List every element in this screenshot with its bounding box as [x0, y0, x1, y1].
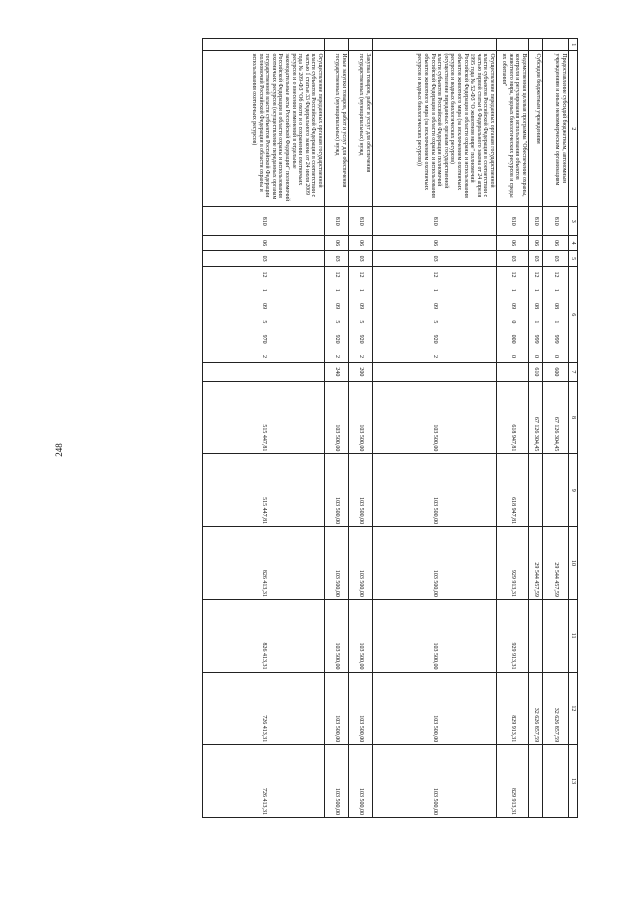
- code-part: 5: [432, 320, 438, 324]
- code-cell: [349, 39, 373, 51]
- amount-cell: 103 500,00: [373, 672, 497, 745]
- code-part: 5: [358, 320, 364, 324]
- code-part: 5: [334, 320, 340, 324]
- description-cell: Осуществление переданных органам государственной власти субъектов Российской Федерации в соответствии с частью 1 статьи 33 Федерального закона от 24 июля 2009 года № 209-ФЗ "Об охоте и о сохранении охотничьих ресурсов и о внесении изменений в отдельные законодательные акты Российской Федерации" полномочий Российской Федерации в области охраны и использования охотничьих ресурсов (осуществление переданных органам государственной власти субъектов Российской Федерации полномочий Российской Федерации в области охраны и использования охотничьих ресурсов): [203, 51, 325, 207]
- amount-cell: 32 626 857,59: [543, 672, 569, 745]
- amount-cell: 29 544 457,59: [529, 527, 543, 600]
- target-code-cell: [349, 267, 373, 363]
- amount-cell: [543, 599, 569, 672]
- code-part: 1: [553, 320, 559, 324]
- amount-cell: [529, 599, 543, 672]
- amount-cell: 826 413,31: [203, 599, 325, 672]
- amount-cell: 103 500,00: [325, 527, 349, 600]
- code-cell: 06: [543, 236, 569, 251]
- code-cell: [325, 39, 349, 51]
- amount-cell: 103 500,00: [325, 745, 349, 818]
- code-part: 09: [432, 303, 438, 310]
- amount-cell: 29 544 457,59: [543, 527, 569, 600]
- amount-cell: [543, 745, 569, 818]
- column-number-row: [569, 39, 578, 818]
- amount-cell: 103 500,00: [325, 599, 349, 672]
- code-cell: 810: [543, 207, 569, 236]
- code-cell: [543, 39, 569, 51]
- amount-cell: 103 500,00: [373, 454, 497, 527]
- target-code-cell: [529, 267, 543, 363]
- column-number: 6: [569, 267, 578, 363]
- code-part: 12: [533, 271, 539, 278]
- code-cell: 03: [203, 250, 325, 267]
- code-part: 2: [334, 354, 340, 358]
- target-code-cell: [373, 267, 497, 363]
- code-part: 12: [334, 271, 340, 278]
- target-code-cell: [497, 267, 529, 363]
- code-cell: 06: [497, 236, 529, 251]
- budget-table: [202, 38, 578, 818]
- code-cell: 810: [373, 207, 497, 236]
- code-cell: 810: [529, 207, 543, 236]
- code-part: 08: [553, 303, 559, 310]
- code-part: 08: [533, 303, 539, 310]
- description-cell: Предоставление субсидий бюджетным, автономным учреждениям и иным некоммерческим организациям: [543, 51, 569, 207]
- code-part: 920: [358, 334, 364, 344]
- amount-cell: 103 500,00: [349, 381, 373, 454]
- code-part: 2: [432, 354, 438, 358]
- code-cell: 06: [373, 236, 497, 251]
- amount-cell: 103 500,00: [349, 672, 373, 745]
- code-part: 970: [261, 334, 267, 344]
- column-number: 5: [569, 250, 578, 267]
- code-part: 0: [533, 354, 539, 358]
- amount-cell: 103 500,00: [349, 527, 373, 600]
- column-number: 9: [569, 454, 578, 527]
- code-part: 2: [358, 354, 364, 358]
- code-cell: 200: [349, 363, 373, 382]
- code-part: 2: [261, 354, 267, 358]
- target-code-cell: [203, 267, 325, 363]
- description-cell: Закупка товаров, работ и услуг для обеспечения государственных (муниципальных) нужд: [349, 51, 373, 207]
- code-cell: 810: [349, 207, 373, 236]
- code-part: 999: [553, 334, 559, 344]
- code-part: 0: [510, 320, 516, 324]
- amount-cell: 103 500,00: [373, 381, 497, 454]
- target-code-cell: [543, 267, 569, 363]
- page-number: 248: [53, 443, 64, 457]
- code-cell: 03: [349, 250, 373, 267]
- amount-cell: 829 913,31: [497, 745, 529, 818]
- description-cell: Иные закупки товаров, работ и услуг для обеспечения государственных (муниципальных) нужд: [325, 51, 349, 207]
- amount-cell: [529, 454, 543, 527]
- code-cell: [373, 39, 497, 51]
- code-cell: 06: [203, 236, 325, 251]
- code-cell: 810: [497, 207, 529, 236]
- code-cell: [497, 39, 529, 51]
- code-cell: 610: [529, 363, 543, 382]
- amount-cell: 103 500,00: [325, 454, 349, 527]
- table-row: [529, 39, 543, 818]
- code-part: 1: [533, 288, 539, 292]
- code-part: 999: [533, 334, 539, 344]
- amount-cell: 103 500,00: [325, 381, 349, 454]
- column-number: 11: [569, 599, 578, 672]
- code-part: 12: [358, 271, 364, 278]
- amount-cell: 103 500,00: [373, 527, 497, 600]
- code-cell: 240: [325, 363, 349, 382]
- amount-cell: 103 500,00: [373, 745, 497, 818]
- description-cell: Осуществление переданных органам государственной власти субъектов Российской Федерации в соответствии с частью первой статьи 6 Федерального закона от 24 апреля 1995 года № 52-ФЗ "О животном мире" полномочий Российской Федерации в области охраны и использования объектов животного мира (за исключением охотничьих ресурсов и водных биологических ресурсов) (осуществление переданных органам государственной власти субъектов Российской Федерации полномочий Российской Федерации в области охраны и использования объектов животного мира (за исключением охотничьих ресурсов и водных биологических ресурсов)): [373, 51, 497, 207]
- amount-cell: 67 126 304,45: [543, 381, 569, 454]
- code-part: 0: [553, 354, 559, 358]
- table-row: [325, 39, 349, 818]
- code-part: 12: [432, 271, 438, 278]
- amount-cell: 726 413,31: [203, 672, 325, 745]
- description-cell: Ведомственная целевая программа "Обеспечение охраны, контроля и регулирования использования объектов животного мира, водных биологических ресурсов и среды их обитания": [497, 51, 529, 207]
- code-cell: 03: [543, 250, 569, 267]
- target-code-cell: [325, 267, 349, 363]
- code-cell: [529, 39, 543, 51]
- table-row: [497, 39, 529, 818]
- column-number: 12: [569, 672, 578, 745]
- code-part: 920: [334, 334, 340, 344]
- rotated-page: [60, 0, 640, 840]
- amount-cell: 515 447,81: [203, 454, 325, 527]
- column-number: 1: [569, 39, 578, 51]
- amount-cell: 103 500,00: [349, 745, 373, 818]
- code-cell: [373, 363, 497, 382]
- table-row: [543, 39, 569, 818]
- column-number: 13: [569, 745, 578, 818]
- code-part: 0: [510, 354, 516, 358]
- code-cell: 06: [349, 236, 373, 251]
- code-cell: 03: [529, 250, 543, 267]
- code-part: 5: [261, 320, 267, 324]
- column-number: 7: [569, 363, 578, 382]
- code-part: 1: [261, 288, 267, 292]
- amount-cell: 67 126 304,45: [529, 381, 543, 454]
- code-part: 1: [553, 288, 559, 292]
- code-part: 1: [510, 288, 516, 292]
- code-part: 09: [358, 303, 364, 310]
- code-cell: [497, 363, 529, 382]
- code-part: 920: [432, 334, 438, 344]
- code-cell: 03: [325, 250, 349, 267]
- table-row: [373, 39, 497, 818]
- amount-cell: [543, 454, 569, 527]
- code-cell: 03: [373, 250, 497, 267]
- amount-cell: 618 947,81: [497, 454, 529, 527]
- code-cell: 600: [543, 363, 569, 382]
- amount-cell: 929 913,31: [497, 599, 529, 672]
- code-part: 12: [510, 271, 516, 278]
- column-number: 3: [569, 207, 578, 236]
- code-part: 1: [533, 320, 539, 324]
- amount-cell: 103 500,00: [349, 599, 373, 672]
- code-part: 12: [553, 271, 559, 278]
- column-number: 2: [569, 51, 578, 207]
- amount-cell: 32 626 857,59: [529, 672, 543, 745]
- amount-cell: 726 413,31: [203, 745, 325, 818]
- code-cell: 03: [497, 250, 529, 267]
- amount-cell: 929 913,31: [497, 527, 529, 600]
- table-row: [349, 39, 373, 818]
- column-number: 10: [569, 527, 578, 600]
- code-cell: [203, 363, 325, 382]
- amount-cell: 618 947,81: [497, 381, 529, 454]
- amount-cell: 103 500,00: [349, 454, 373, 527]
- table-row: [203, 39, 325, 818]
- amount-cell: 515 447,81: [203, 381, 325, 454]
- code-part: 000: [510, 334, 516, 344]
- code-cell: 06: [325, 236, 349, 251]
- code-cell: [203, 39, 325, 51]
- amount-cell: 829 913,31: [497, 672, 529, 745]
- amount-cell: 826 413,31: [203, 527, 325, 600]
- code-part: 09: [334, 303, 340, 310]
- code-cell: 810: [325, 207, 349, 236]
- column-number: 8: [569, 381, 578, 454]
- code-cell: 810: [203, 207, 325, 236]
- code-part: 1: [334, 288, 340, 292]
- code-part: 09: [510, 303, 516, 310]
- column-number: 4: [569, 236, 578, 251]
- amount-cell: [529, 745, 543, 818]
- amount-cell: 103 500,00: [325, 672, 349, 745]
- description-cell: Субсидии бюджетным учреждениям: [529, 51, 543, 207]
- code-part: 1: [358, 288, 364, 292]
- code-cell: 06: [529, 236, 543, 251]
- code-part: 1: [432, 288, 438, 292]
- amount-cell: 103 500,00: [373, 599, 497, 672]
- code-part: 09: [261, 303, 267, 310]
- code-part: 12: [261, 271, 267, 278]
